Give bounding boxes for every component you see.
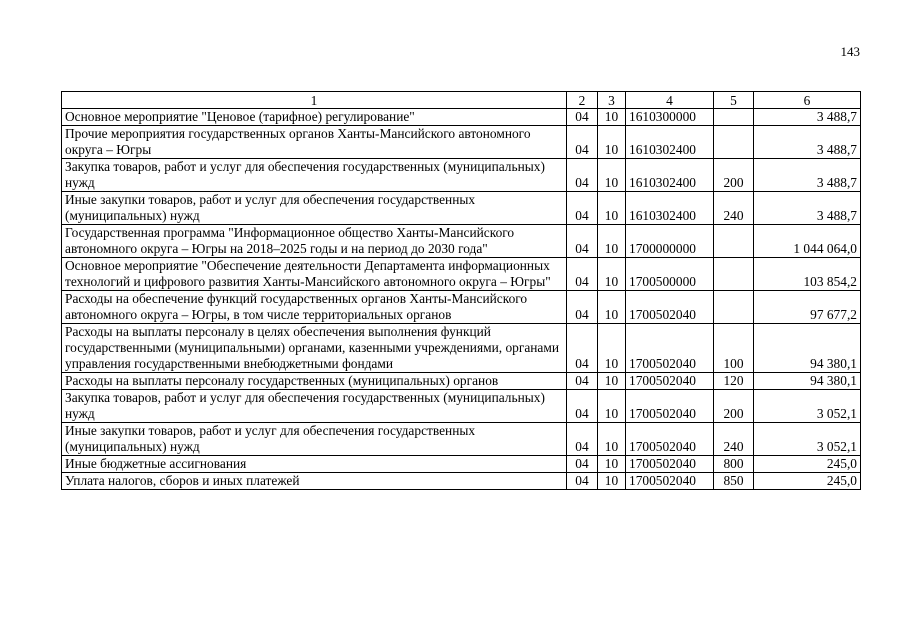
column-header: 4 bbox=[626, 92, 714, 109]
row-expense-type-cell: 240 bbox=[714, 192, 754, 225]
row-subsection-cell: 10 bbox=[598, 291, 626, 324]
table-row bbox=[62, 390, 861, 423]
row-expense-type-cell: 200 bbox=[714, 390, 754, 423]
column-header: 3 bbox=[598, 92, 626, 109]
row-amount-cell: 3 488,7 bbox=[754, 192, 861, 225]
row-name-cell: Закупка товаров, работ и услуг для обеспечения государственных (муниципальных) нужд bbox=[62, 159, 567, 192]
row-name-cell: Иные закупки товаров, работ и услуг для обеспечения государственных (муниципальных) нужд bbox=[62, 423, 567, 456]
row-section-cell: 04 bbox=[567, 109, 598, 126]
row-amount-cell: 245,0 bbox=[754, 456, 861, 473]
row-section-cell: 04 bbox=[567, 159, 598, 192]
row-section-cell: 04 bbox=[567, 291, 598, 324]
row-target-article-cell: 1700500000 bbox=[626, 258, 714, 291]
table-row bbox=[62, 291, 861, 324]
row-subsection-cell: 10 bbox=[598, 126, 626, 159]
row-expense-type-cell bbox=[714, 258, 754, 291]
row-expense-type-cell: 850 bbox=[714, 473, 754, 490]
row-name-cell: Расходы на выплаты персоналу в целях обеспечения выполнения функций государственными (муниципальными) органами, казенными учреждениями, органами управления государственными внебюджетными фондами bbox=[62, 324, 567, 373]
row-section-cell: 04 bbox=[567, 390, 598, 423]
table-row bbox=[62, 109, 861, 126]
row-target-article-cell: 1700502040 bbox=[626, 473, 714, 490]
header-row bbox=[62, 92, 861, 109]
row-target-article-cell: 1610302400 bbox=[626, 192, 714, 225]
row-target-article-cell: 1700502040 bbox=[626, 324, 714, 373]
row-expense-type-cell: 100 bbox=[714, 324, 754, 373]
row-section-cell: 04 bbox=[567, 324, 598, 373]
row-subsection-cell: 10 bbox=[598, 225, 626, 258]
row-target-article-cell: 1700000000 bbox=[626, 225, 714, 258]
page-number: 143 bbox=[840, 44, 860, 59]
row-subsection-cell: 10 bbox=[598, 192, 626, 225]
row-expense-type-cell: 120 bbox=[714, 373, 754, 390]
row-expense-type-cell: 240 bbox=[714, 423, 754, 456]
row-name-cell: Государственная программа "Информационное общество Ханты-Мансийского автономного округа – Югры на 2018–2025 годы и на период до 2030 года" bbox=[62, 225, 567, 258]
row-amount-cell: 103 854,2 bbox=[754, 258, 861, 291]
row-amount-cell: 1 044 064,0 bbox=[754, 225, 861, 258]
row-subsection-cell: 10 bbox=[598, 324, 626, 373]
row-expense-type-cell bbox=[714, 126, 754, 159]
row-amount-cell: 94 380,1 bbox=[754, 373, 861, 390]
row-expense-type-cell bbox=[714, 291, 754, 324]
row-target-article-cell: 1610302400 bbox=[626, 126, 714, 159]
row-section-cell: 04 bbox=[567, 373, 598, 390]
row-name-cell: Расходы на обеспечение функций государственных органов Ханты-Мансийского автономного округа – Югры, в том числе территориальных органов bbox=[62, 291, 567, 324]
row-target-article-cell: 1700502040 bbox=[626, 390, 714, 423]
row-amount-cell: 3 488,7 bbox=[754, 159, 861, 192]
row-name-cell: Прочие мероприятия государственных органов Ханты-Мансийского автономного округа – Югры bbox=[62, 126, 567, 159]
row-amount-cell: 97 677,2 bbox=[754, 291, 861, 324]
table-row bbox=[62, 258, 861, 291]
row-expense-type-cell: 200 bbox=[714, 159, 754, 192]
row-name-cell: Уплата налогов, сборов и иных платежей bbox=[62, 473, 567, 490]
row-name-cell: Закупка товаров, работ и услуг для обеспечения государственных (муниципальных) нужд bbox=[62, 390, 567, 423]
row-section-cell: 04 bbox=[567, 192, 598, 225]
table-row bbox=[62, 192, 861, 225]
column-header: 2 bbox=[567, 92, 598, 109]
row-section-cell: 04 bbox=[567, 473, 598, 490]
row-amount-cell: 245,0 bbox=[754, 473, 861, 490]
table-row bbox=[62, 423, 861, 456]
row-subsection-cell: 10 bbox=[598, 390, 626, 423]
row-expense-type-cell bbox=[714, 225, 754, 258]
column-header: 5 bbox=[714, 92, 754, 109]
row-target-article-cell: 1610302400 bbox=[626, 159, 714, 192]
row-expense-type-cell bbox=[714, 109, 754, 126]
row-amount-cell: 94 380,1 bbox=[754, 324, 861, 373]
row-section-cell: 04 bbox=[567, 423, 598, 456]
row-section-cell: 04 bbox=[567, 225, 598, 258]
table-row bbox=[62, 373, 861, 390]
row-amount-cell: 3 488,7 bbox=[754, 126, 861, 159]
table-row bbox=[62, 159, 861, 192]
row-section-cell: 04 bbox=[567, 456, 598, 473]
table-row bbox=[62, 126, 861, 159]
row-target-article-cell: 1700502040 bbox=[626, 423, 714, 456]
budget-table bbox=[61, 91, 861, 490]
row-section-cell: 04 bbox=[567, 258, 598, 291]
row-name-cell: Иные закупки товаров, работ и услуг для обеспечения государственных (муниципальных) нужд bbox=[62, 192, 567, 225]
row-subsection-cell: 10 bbox=[598, 258, 626, 291]
column-header: 6 bbox=[754, 92, 861, 109]
row-target-article-cell: 1700502040 bbox=[626, 373, 714, 390]
row-name-cell: Расходы на выплаты персоналу государственных (муниципальных) органов bbox=[62, 373, 567, 390]
row-subsection-cell: 10 bbox=[598, 373, 626, 390]
row-amount-cell: 3 052,1 bbox=[754, 390, 861, 423]
row-name-cell: Иные бюджетные ассигнования bbox=[62, 456, 567, 473]
column-header: 1 bbox=[62, 92, 567, 109]
row-target-article-cell: 1700502040 bbox=[626, 291, 714, 324]
table-body bbox=[62, 109, 861, 490]
row-subsection-cell: 10 bbox=[598, 159, 626, 192]
row-section-cell: 04 bbox=[567, 126, 598, 159]
table-row bbox=[62, 324, 861, 373]
row-subsection-cell: 10 bbox=[598, 456, 626, 473]
row-subsection-cell: 10 bbox=[598, 423, 626, 456]
row-amount-cell: 3 488,7 bbox=[754, 109, 861, 126]
table-row bbox=[62, 225, 861, 258]
row-target-article-cell: 1610300000 bbox=[626, 109, 714, 126]
row-subsection-cell: 10 bbox=[598, 473, 626, 490]
row-subsection-cell: 10 bbox=[598, 109, 626, 126]
row-name-cell: Основное мероприятие "Ценовое (тарифное) регулирование" bbox=[62, 109, 567, 126]
row-target-article-cell: 1700502040 bbox=[626, 456, 714, 473]
row-amount-cell: 3 052,1 bbox=[754, 423, 861, 456]
row-expense-type-cell: 800 bbox=[714, 456, 754, 473]
row-name-cell: Основное мероприятие "Обеспечение деятельности Департамента информационных технологий и цифрового развития Ханты-Мансийского автономного округа – Югры" bbox=[62, 258, 567, 291]
table-row bbox=[62, 456, 861, 473]
table-row bbox=[62, 473, 861, 490]
